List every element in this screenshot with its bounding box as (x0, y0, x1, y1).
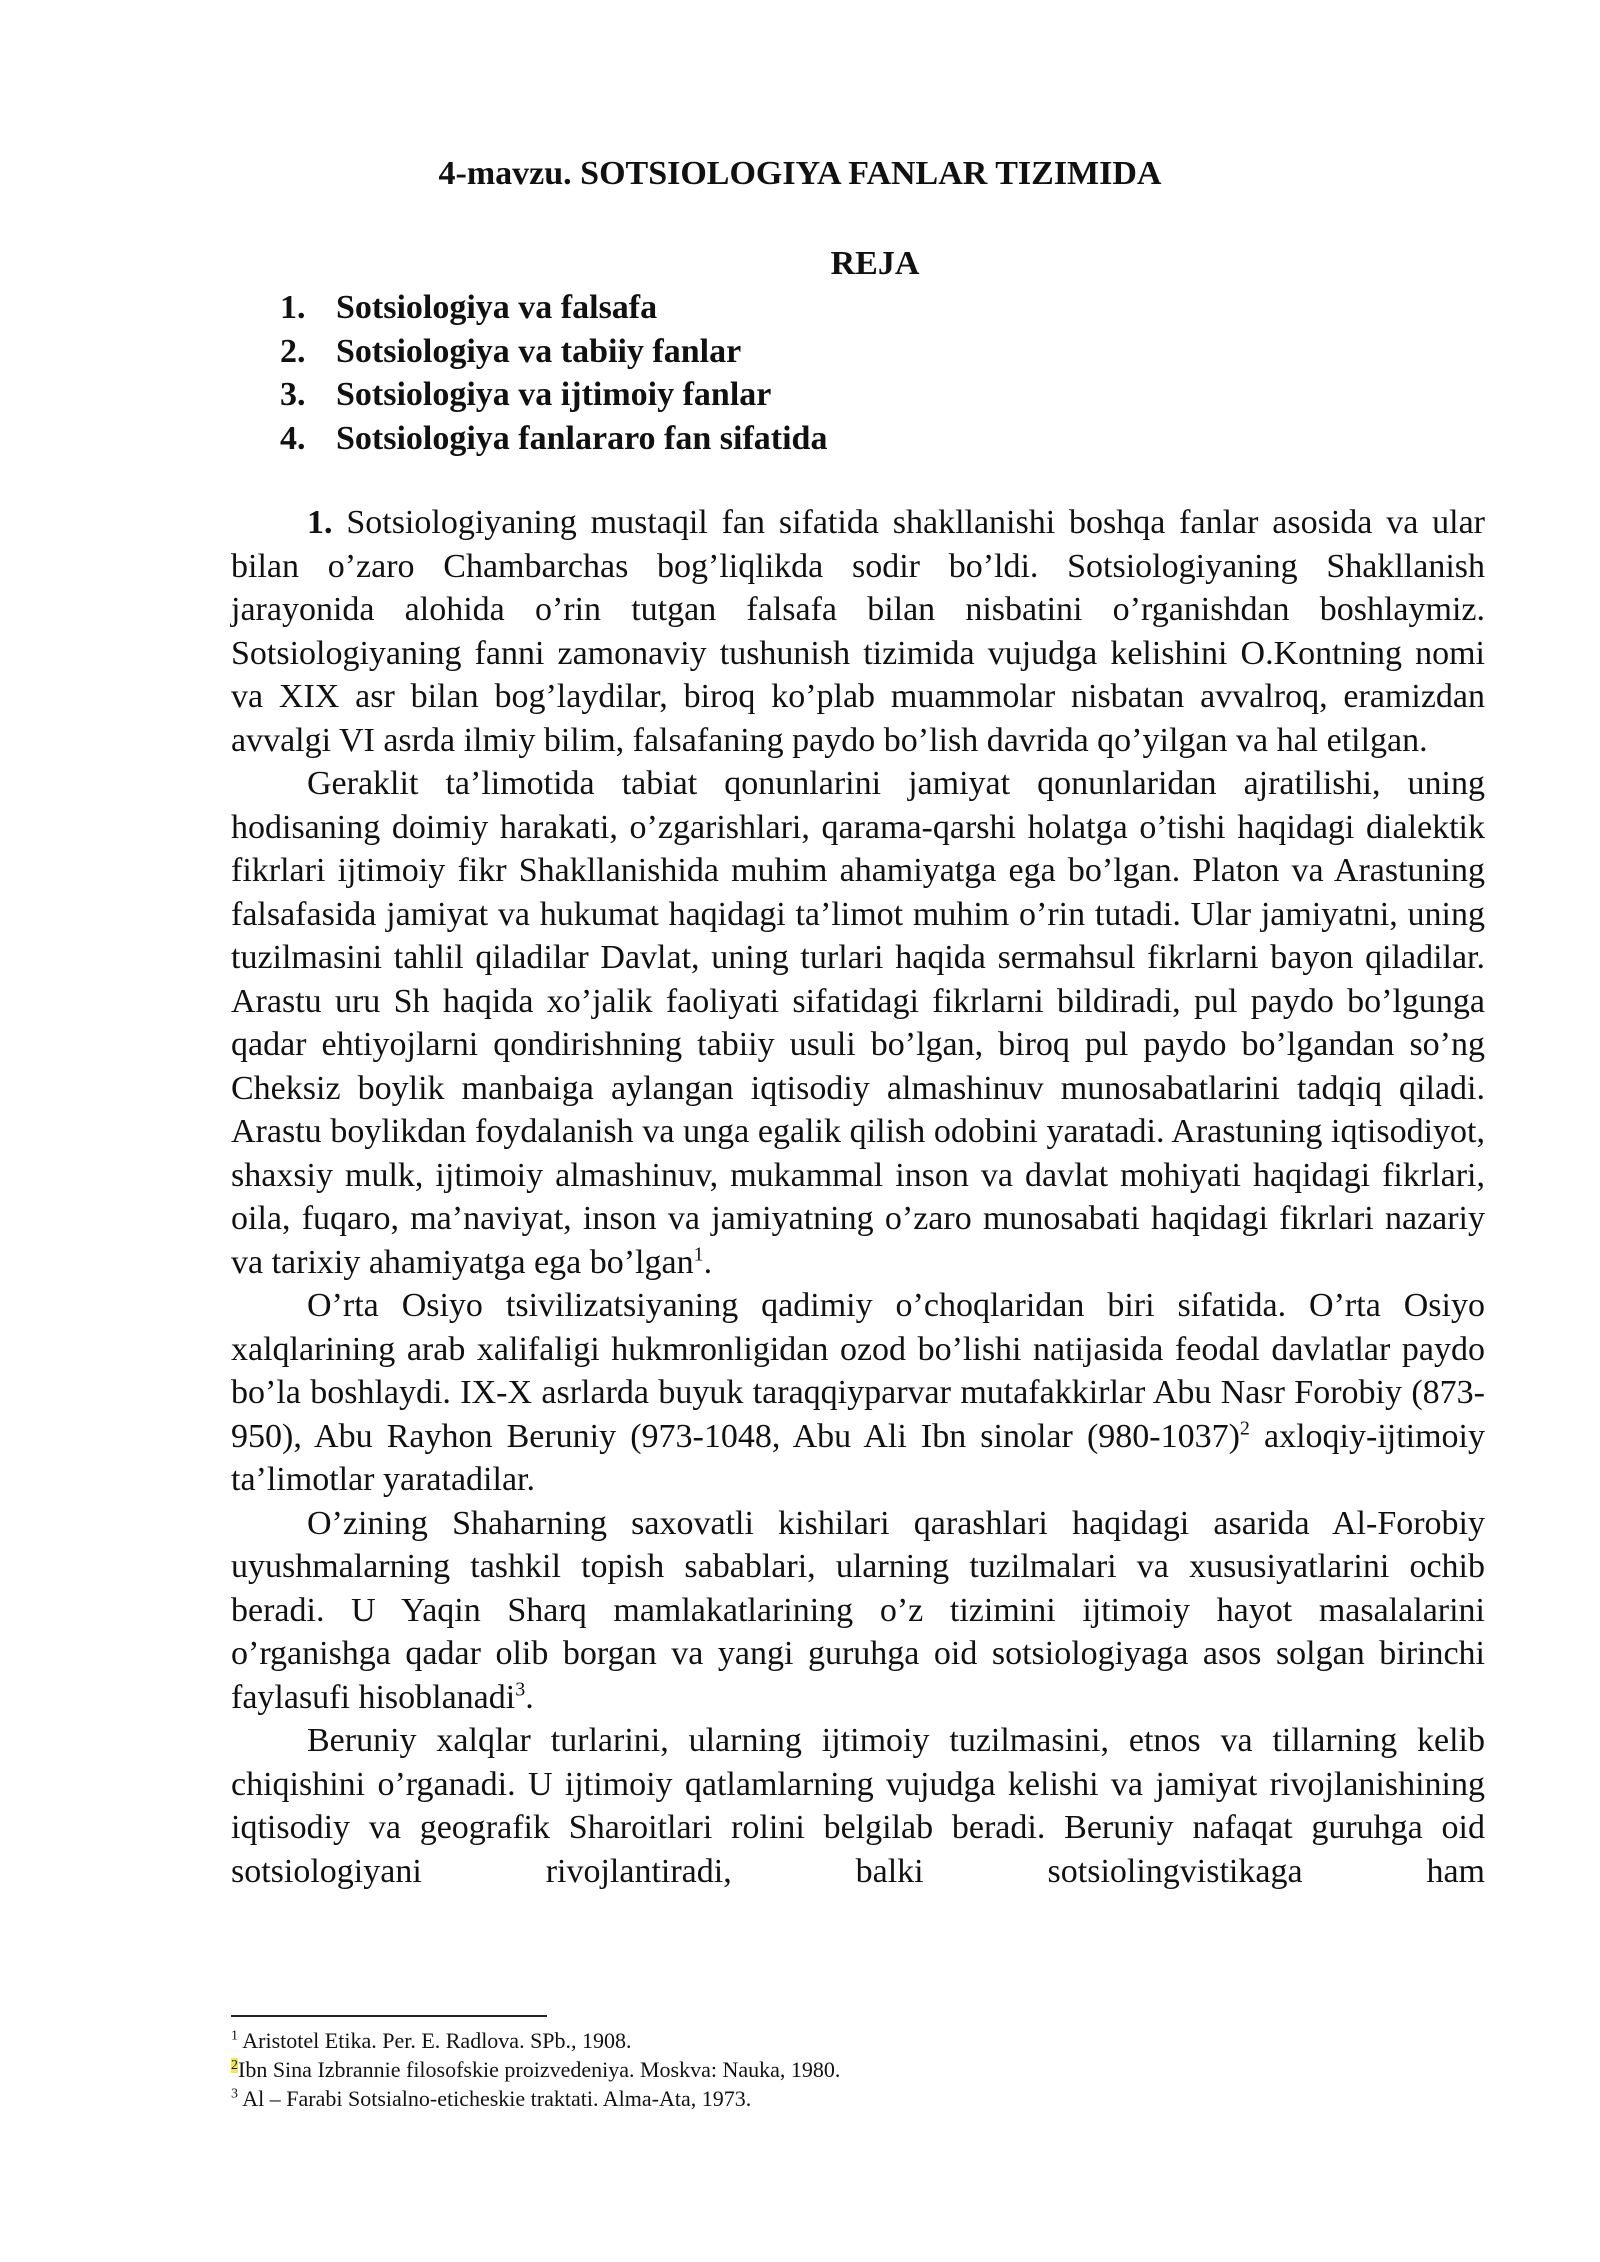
plan-item-number: 2. (280, 332, 306, 370)
paragraph (231, 1502, 1485, 1720)
paragraph-text: Beruniy xalqlar turlarini, ularning ijtimoiy tuzilmasini, etnos va tillarning kelib chiqishini o’rganadi. U ijtimoiy qatlamlarning vujudga kelishi va jamiyat rivojlanishining iqtisodiy va geografik Sharoitlari rolini belgilab beradi. Beruniy nafaqat guruhga oid sotsiologiyani rivojlantiradi, balki sotsiolingvistikaga ham (231, 1722, 1485, 1890)
plan-list (280, 286, 827, 460)
body-text (231, 501, 1485, 1893)
footnote (231, 2026, 1485, 2055)
plan-heading: REJA (830, 245, 920, 282)
footnotes (231, 2026, 1485, 2113)
footnote-mark: 3 (231, 2086, 238, 2102)
plan-item-number: 4. (280, 419, 306, 457)
plan-item (280, 286, 827, 330)
paragraph (231, 762, 1485, 1284)
plan-item (280, 330, 827, 374)
plan-item-text: Sotsiologiya va tabiiy fanlar (336, 332, 742, 370)
section-number: 1. (307, 504, 333, 541)
plan-item (280, 373, 827, 417)
footnote (231, 2055, 1485, 2084)
plan-item-number: 1. (280, 289, 306, 326)
footnote-ref[interactable]: 2 (1239, 1417, 1250, 1440)
paragraph-text: O’zining Shaharning saxovatli kishilari qarashlari haqidagi asarida Al-Forobiy uyushmalarning tashkil topish sabablari, ularning tuzilmalari va xususiyatlarini ochib beradi. U Yaqin Sharq mamlakatlarining o’z tizimini ijtimoiy hayot masalalarini o’rganishga qadar olib borgan va yangi guruhga oid sotsiologiyaga asos solgan birinchi faylasufi hisoblanadi (231, 1504, 1485, 1716)
paragraph-text: Geraklit ta’limotida tabiat qonunlarini jamiyat qonunlaridan ajratilishi, uning hodisaning doimiy harakati, o’zgarishlari, qarama-qarshi holatga o’tishi haqidagi dialektik fikrlari ijtimoiy fikr Shakllanishida muhim ahamiyatga ega bo’lgan. Platon va Arastuning falsafasida jamiyat va hukumat haqidagi ta’limot muhim o’rin tutadi. Ular jamiyatni, uning tuzilmasini tahlil qiladilar Davlat, uning turlari haqida sermahsul fikrlarni bayon qiladilar. Arastu uru Sh haqida xo’jalik faoliyati sifatidagi fikrlarni bildiradi, pul paydo bo’lgunga qadar ehtiyojlarni qondirishning tabiiy usuli bo’lgan, biroq pul paydo bo’lgandan so’ng Cheksiz boylik manbaiga aylangan iqtisodiy almashinuv munosabatlarini tadqiq qiladi. Arastu boylikdan foydalanish va unga egalik qilish odobini yaratadi. Arastuning iqtisodiyot, shaxsiy mulk, ijtimoiy almashinuv, mukammal inson va davlat mohiyati haqidagi fikrlari, oila, fuqaro, ma’naviyat, inson va jamiyatning o’zaro munosabati haqidagi fikrlari nazariy va tarixiy ahamiyatga ega bo’lgan (231, 765, 1485, 1281)
page-title: 4-mavzu. SOTSIOLOGIYA FANLAR TIZIMIDA (438, 155, 1162, 192)
paragraph-text: O’rta Osiyo tsivilizatsiyaning qadimiy o’choqlaridan biri sifatida. O’rta Osiyo xalqlarining arab xalifaligi hukmronligidan ozod bo’lishi natijasida feodal davlatlar paydo bo’la boshlaydi. IX-X asrlarda buyuk taraqqiyparvar mutafakkirlar Abu Nasr Forobiy (873-950), Abu Rayhon Beruniy (973-1048, Abu Ali Ibn sinolar (980-1037) (231, 1287, 1485, 1455)
footnote-mark: 2 (231, 2057, 238, 2073)
footnote (231, 2084, 1485, 2113)
footnote-text: Al – Farabi Sotsialno-eticheskie traktati. Alma-Ata, 1973. (238, 2086, 752, 2111)
paragraph-tail: axloqiy-ijtimoiy ta’limotlar yaratadilar. (231, 1417, 1486, 1498)
footnote-mark: 1 (231, 2028, 238, 2044)
plan-item-number: 3. (280, 376, 306, 413)
plan-item-text: Sotsiologiya va falsafa (336, 289, 658, 326)
plan-item-text: Sotsiologiya va ijtimoiy fanlar (336, 376, 772, 413)
footnote-ref[interactable]: 1 (693, 1243, 704, 1266)
footnote-ref[interactable]: 3 (515, 1678, 526, 1701)
paragraph (231, 1719, 1485, 1893)
paragraph-text: Sotsiologiyaning mustaqil fan sifatida shakllanishi boshqa fanlar asosida va ular bilan o’zaro Chambarchas bog’liqlikda sodir bo’ldi. Sotsiologiyaning Shakllanish jarayonida alohida o’rin tutgan falsafa bilan nisbatini o’rganishdan boshlaymiz. Sotsiologiyaning fanni zamonaviy tushunish tizimida vujudga kelishini O.Kontning nomi va XIX asr bilan bog’laydilar, biroq ko’plab muammolar nisbatan avvalroq, eramizdan avvalgi VI asrda ilmiy bilim, falsafaning paydo bo’lish davrida qo’yilgan va hal etilgan. (231, 504, 1485, 759)
footnote-separator (231, 2015, 547, 2017)
plan-item-text: Sotsiologiya fanlararo fan sifatida (336, 419, 828, 457)
plan-item (280, 417, 827, 461)
paragraph-tail: . (703, 1243, 713, 1281)
footnote-text: Ibn Sina Izbrannie filosofskie proizvedeniya. Moskva: Nauka, 1980. (238, 2057, 841, 2082)
paragraph (231, 1284, 1485, 1502)
paragraph (231, 501, 1485, 762)
paragraph-tail: . (525, 1678, 534, 1716)
footnote-text: Aristotel Etika. Per. E. Radlova. SPb., 1908. (238, 2028, 632, 2053)
